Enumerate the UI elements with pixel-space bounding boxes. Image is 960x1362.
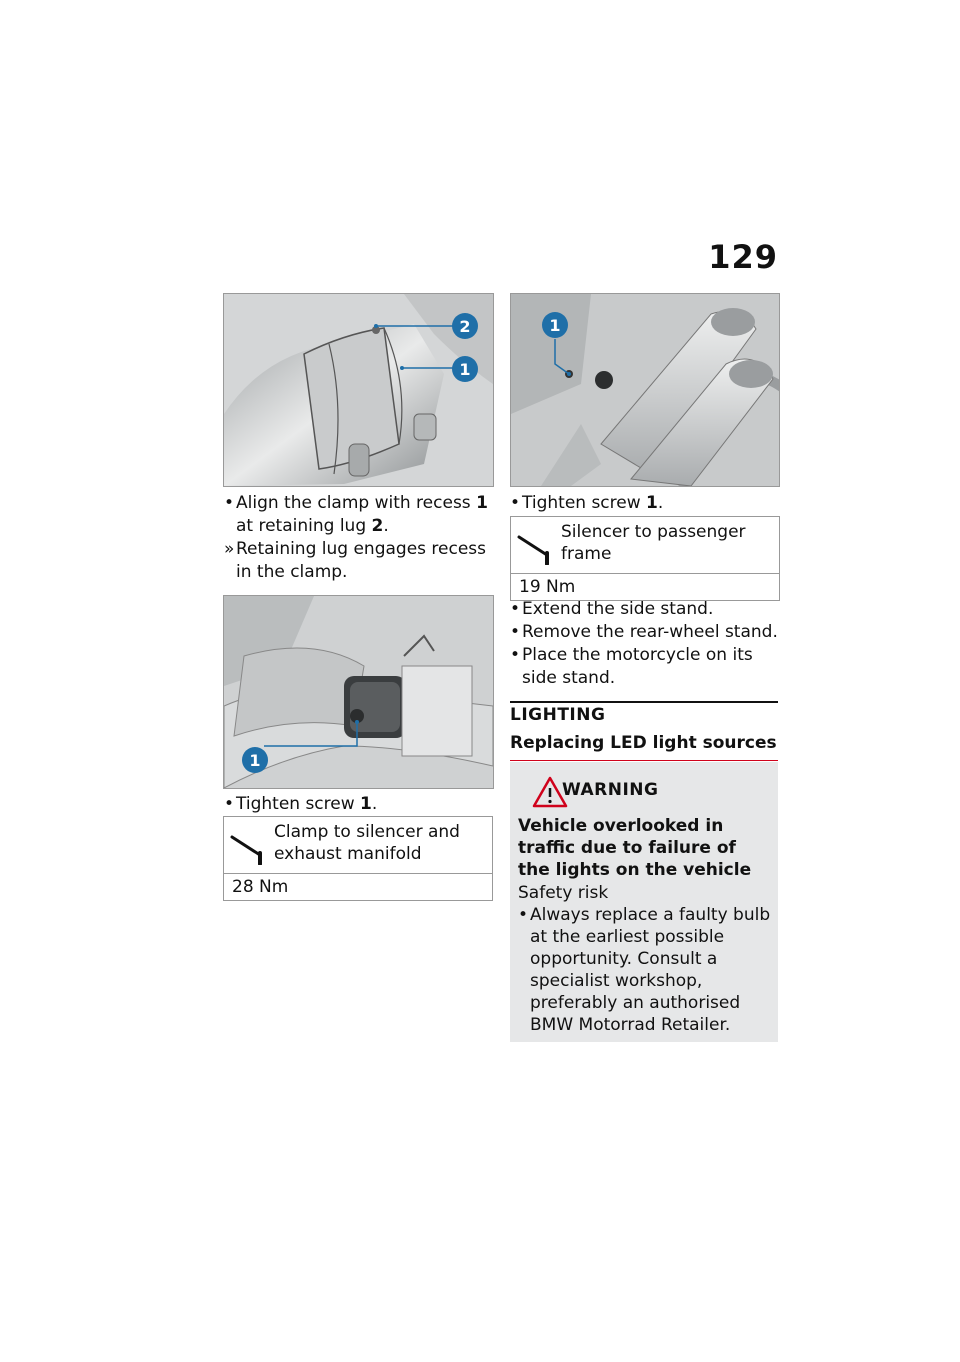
bullet: • [510,622,521,642]
warning-title: WARNING [562,780,659,800]
torque-spec-value: 28 Nm [232,877,289,897]
bullet: • [224,493,235,513]
warning-risk: Safety risk [518,883,609,903]
silencer-screw-illustration [511,294,779,486]
clamp-screw-illustration [224,596,493,788]
list-item-result: » Retaining lug engages recess in the clamp. [224,539,487,582]
steps-silencer-screw [510,492,778,515]
callout-2: 2 [459,317,471,336]
clamp-alignment-illustration [224,294,493,486]
list-item: • Extend the side stand. [510,599,714,619]
bullet: • [518,905,529,925]
torque-spec-header [224,817,492,874]
steps-clamp-alignment [224,492,492,584]
list-item: • Tighten screw 1. [510,493,664,513]
list-item: • Tighten screw 1. [224,794,378,814]
callout-1: 1 [249,751,261,770]
torque-wrench-icon [517,533,553,565]
figure-clamp-screw [223,595,494,789]
subsection-title: Replacing LED light sources [510,733,777,753]
steps-clamp-screw [224,793,492,816]
warning-action: • Always replace a faulty bulb at the earliest possible opportunity. Consult a specialist workshop, preferably an authorised BMW Motorrad Retailer. [518,905,771,1035]
steps-side-stand [510,598,778,690]
torque-spec-clamp [223,816,493,901]
callout-1: 1 [459,360,471,379]
warning-heading: Vehicle overlooked in traffic due to failure of the lights on the vehicle [518,816,752,880]
figure-silencer-screw [510,293,780,487]
torque-spec-description: Silencer to passenger frame [561,522,746,564]
list-item: • Place the motorcycle on its side stand. [510,645,753,688]
page-number: 129 [708,238,778,276]
warning-box [510,762,778,1042]
torque-spec-description: Clamp to silencer and exhaust manifold [274,822,460,864]
section-divider [510,701,778,703]
list-item: • Align the clamp with recess 1 at retaining lug 2. [224,493,488,536]
warning-divider [510,760,778,761]
figure-clamp-alignment [223,293,494,487]
result-marker: » [224,539,235,559]
torque-spec-value: 19 Nm [519,577,576,597]
bullet: • [510,645,521,665]
bullet: • [224,794,235,814]
callout-1: 1 [549,316,561,335]
bullet: • [510,599,521,619]
torque-spec-silencer [510,516,780,601]
bullet: • [510,493,521,513]
torque-wrench-icon [230,833,266,865]
section-title: LIGHTING [510,705,606,725]
list-item: • Remove the rear-wheel stand. [510,622,778,642]
torque-spec-header [511,517,779,574]
